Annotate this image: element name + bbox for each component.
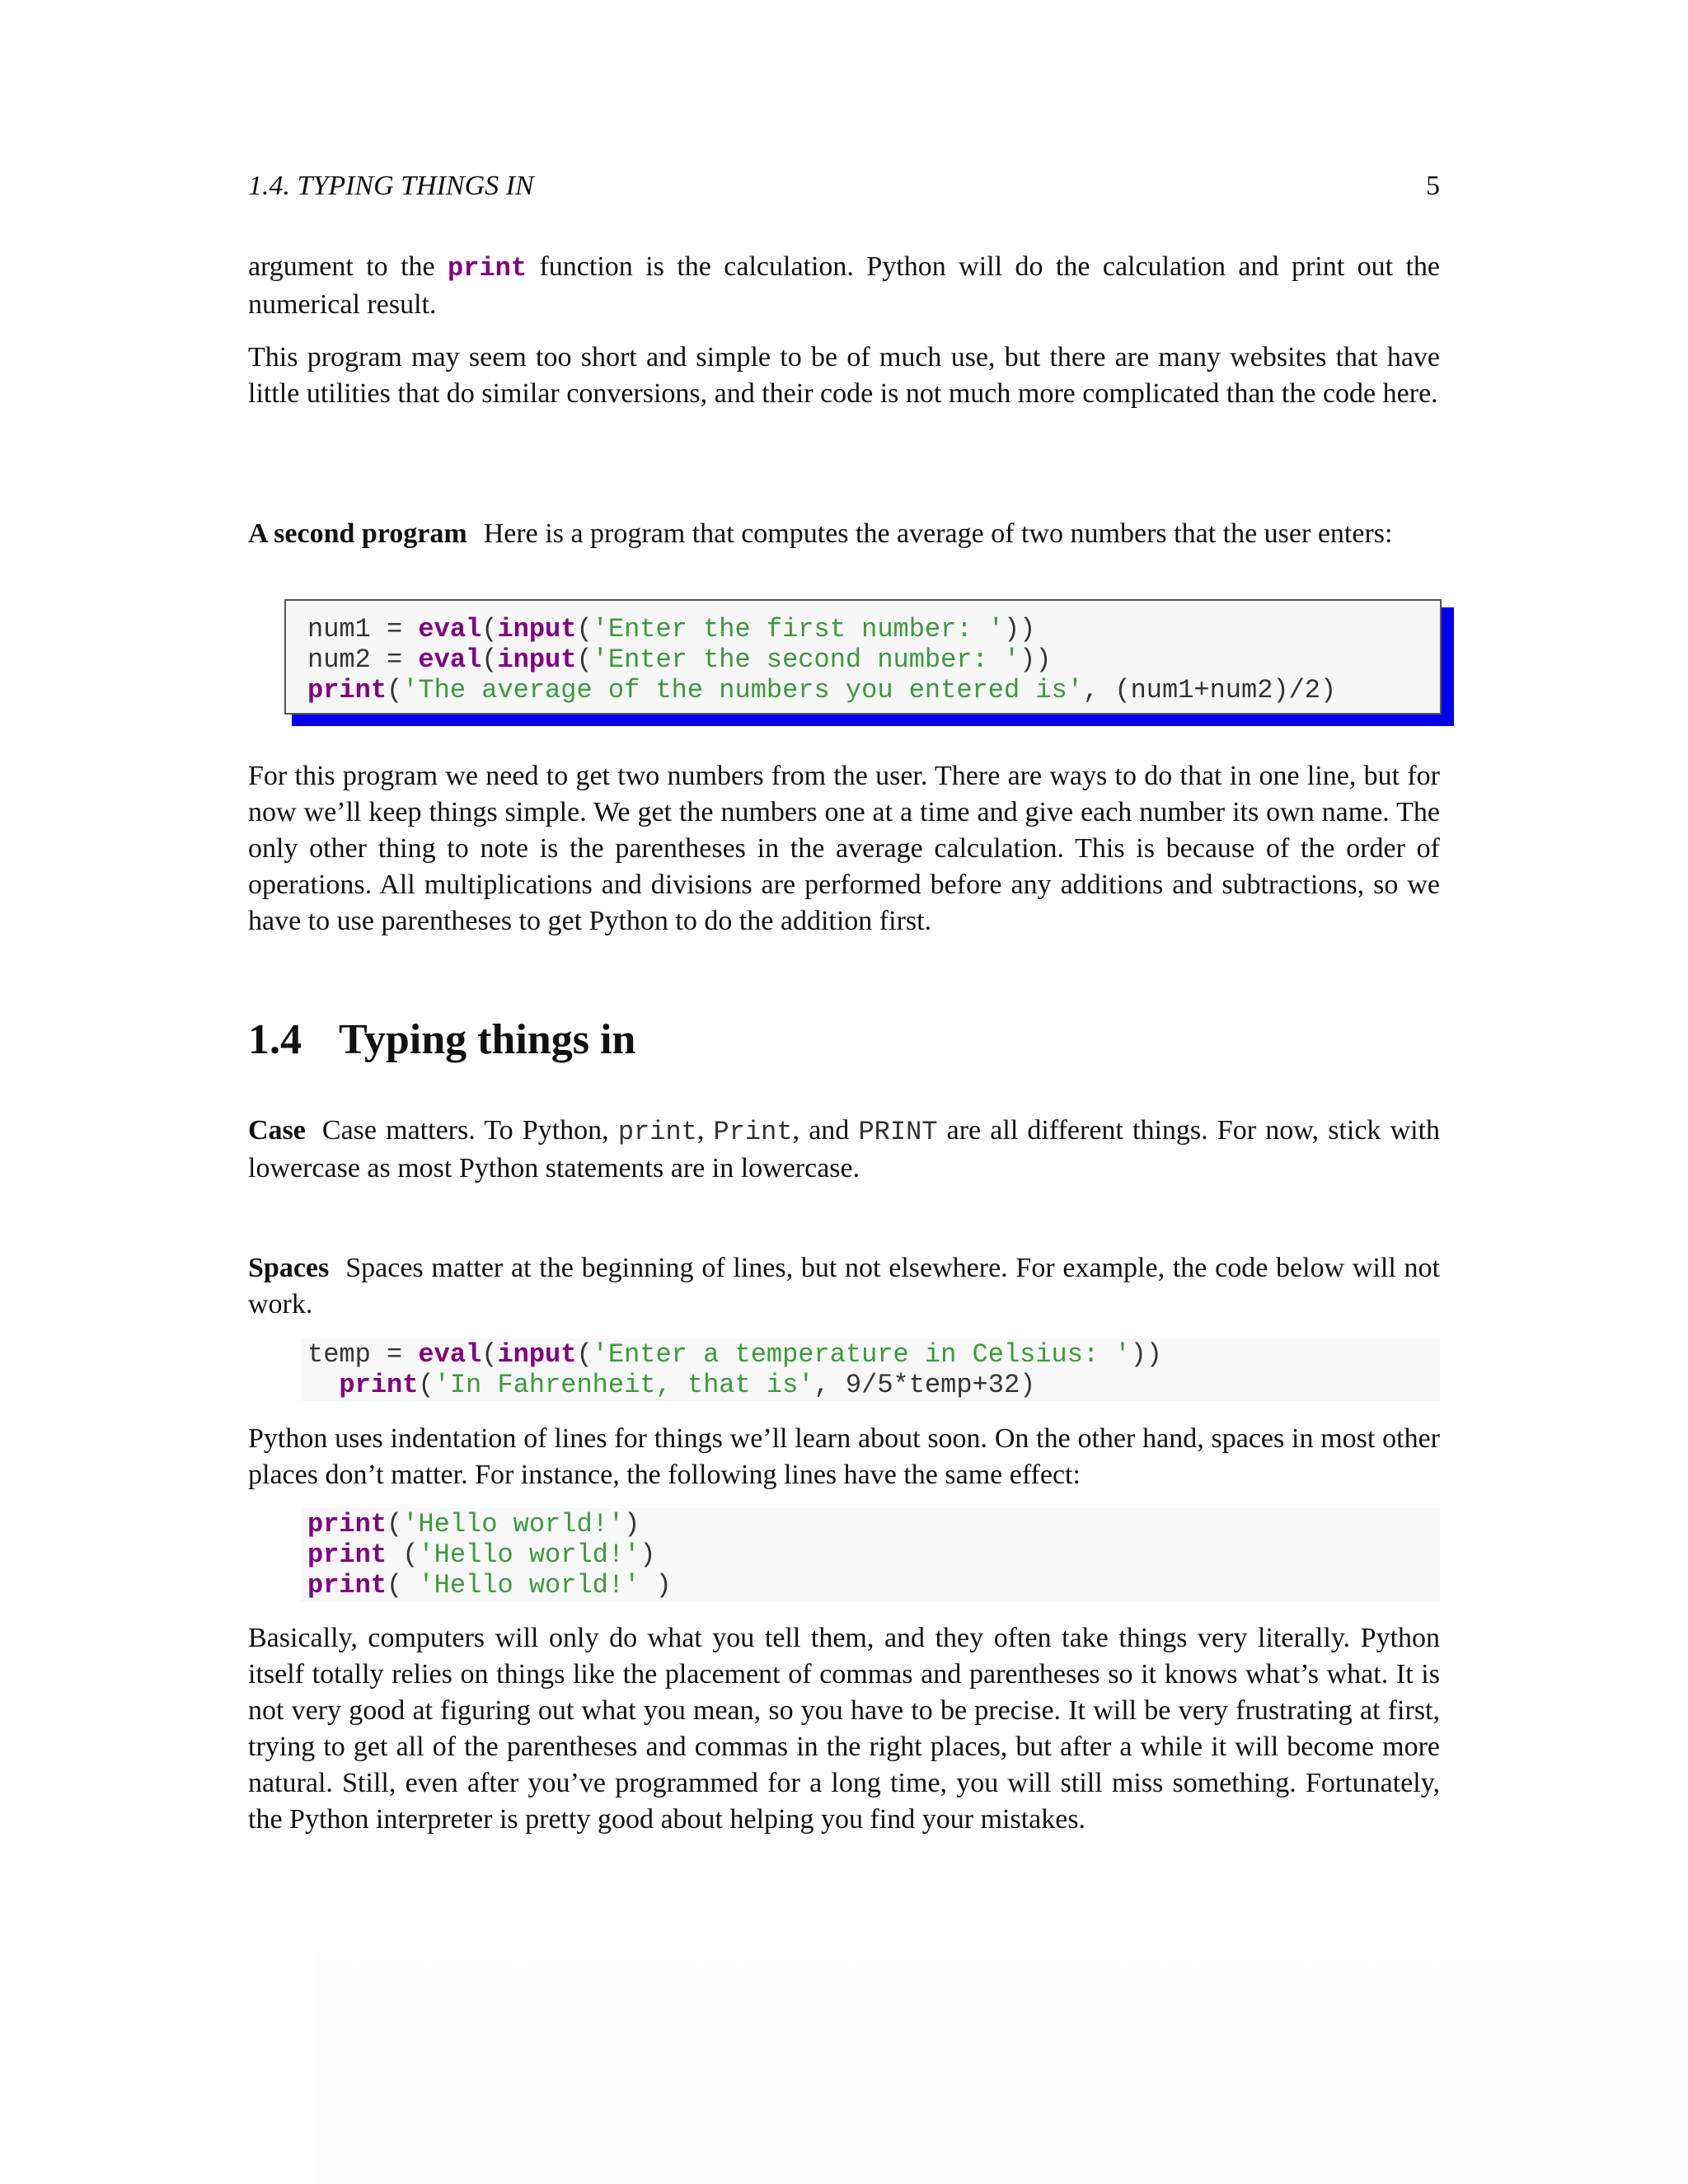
page-number: 5: [1426, 171, 1440, 201]
page-shade: [316, 1813, 1688, 2184]
code-line: print( 'Hello world!' ): [307, 1570, 672, 1601]
section-title: Typing things in: [339, 1016, 636, 1063]
paragraph-case: Case Case matters. To Python, print, Print, and PRINT are all different things. For now, stick with lowercase as most Python statements are in lowercase.: [248, 1115, 1441, 1183]
runin-heading-case: Case: [248, 1115, 306, 1146]
code-line: print ('Hello world!'): [307, 1540, 656, 1570]
para1-text-before: argument to the: [248, 251, 448, 282]
inline-code-print-lower: print: [617, 1117, 697, 1147]
code-line: num2 = eval(input('Enter the second number: ')): [307, 644, 1052, 675]
second-program-text: Here is a program that computes the average of two numbers that the user enters:: [483, 518, 1393, 549]
inline-code-print-upper: PRINT: [858, 1117, 938, 1147]
paragraph-indentation: Python uses indentation of lines for things we’ll learn about soon. On the other hand, spaces in most other places don’t matter. For instance, the following lines have the same effect:: [248, 1423, 1440, 1490]
inline-code-print-capital: Print: [713, 1117, 793, 1147]
para1-text-after: function is the calculation. Python will do the calculation and print out the numerical result.: [248, 251, 1440, 320]
section-heading: [248, 1015, 1440, 1065]
code-line: print('Hello world!'): [307, 1509, 640, 1540]
paragraph-print-argument: [248, 249, 1440, 323]
paragraph-computers-literal: Basically, computers will only do what you tell them, and they often take things very literally. Python itself totally relies on things like the placement of commas and parentheses so it knows what’s what. It is not very good at figuring out what you mean, so you have to be precise. It will be very frustrating at first, trying to get all of the parentheses and commas in the right places, but after a while it will become more natural. Still, even after you’ve programmed for a long time, you will still miss something. Fortunately, the Python interpreter is pretty good about helping you find your mistakes.: [248, 1623, 1440, 1835]
inline-code-print: print: [448, 253, 528, 284]
code-line: print('In Fahrenheit, that is', 9/5*temp+32): [339, 1370, 1036, 1400]
runin-heading-spaces: Spaces: [248, 1253, 330, 1283]
paragraph-two-numbers: For this program we need to get two numbers from the user. There are ways to do that in one line, but for now we’ll keep things simple. We get the numbers one at a time and give each number its own name. The only other thing to note is the parentheses in the average calculation. This is because of the order of operations. All multiplications and divisions are performed before any additions and subtractions, so we have to use parentheses to get Python to do the addition first.: [248, 761, 1440, 936]
paragraph-second-program: [248, 516, 1440, 552]
spaces-text: Spaces matter at the beginning of lines, but not elsewhere. For example, the code below will not work.: [248, 1253, 1440, 1319]
paragraph-spaces: [248, 1250, 1440, 1323]
runin-heading-second-program: A second program: [248, 518, 467, 549]
paragraph-short-program: This program may seem too short and simple to be of much use, but there are many websites that have little utilities that do similar conversions, and their code is not much more complicated than the code here.: [248, 342, 1440, 409]
running-head-title: 1.4. TYPING THINGS IN: [248, 171, 534, 201]
code-line: print('The average of the numbers you entered is', (num1+num2)/2): [307, 675, 1337, 705]
running-head: [248, 170, 1440, 203]
code-line: num1 = eval(input('Enter the first number: ')): [307, 614, 1036, 644]
section-number: 1.4: [248, 1016, 302, 1063]
code-line: temp = eval(input('Enter a temperature in Celsius: ')): [307, 1339, 1162, 1370]
